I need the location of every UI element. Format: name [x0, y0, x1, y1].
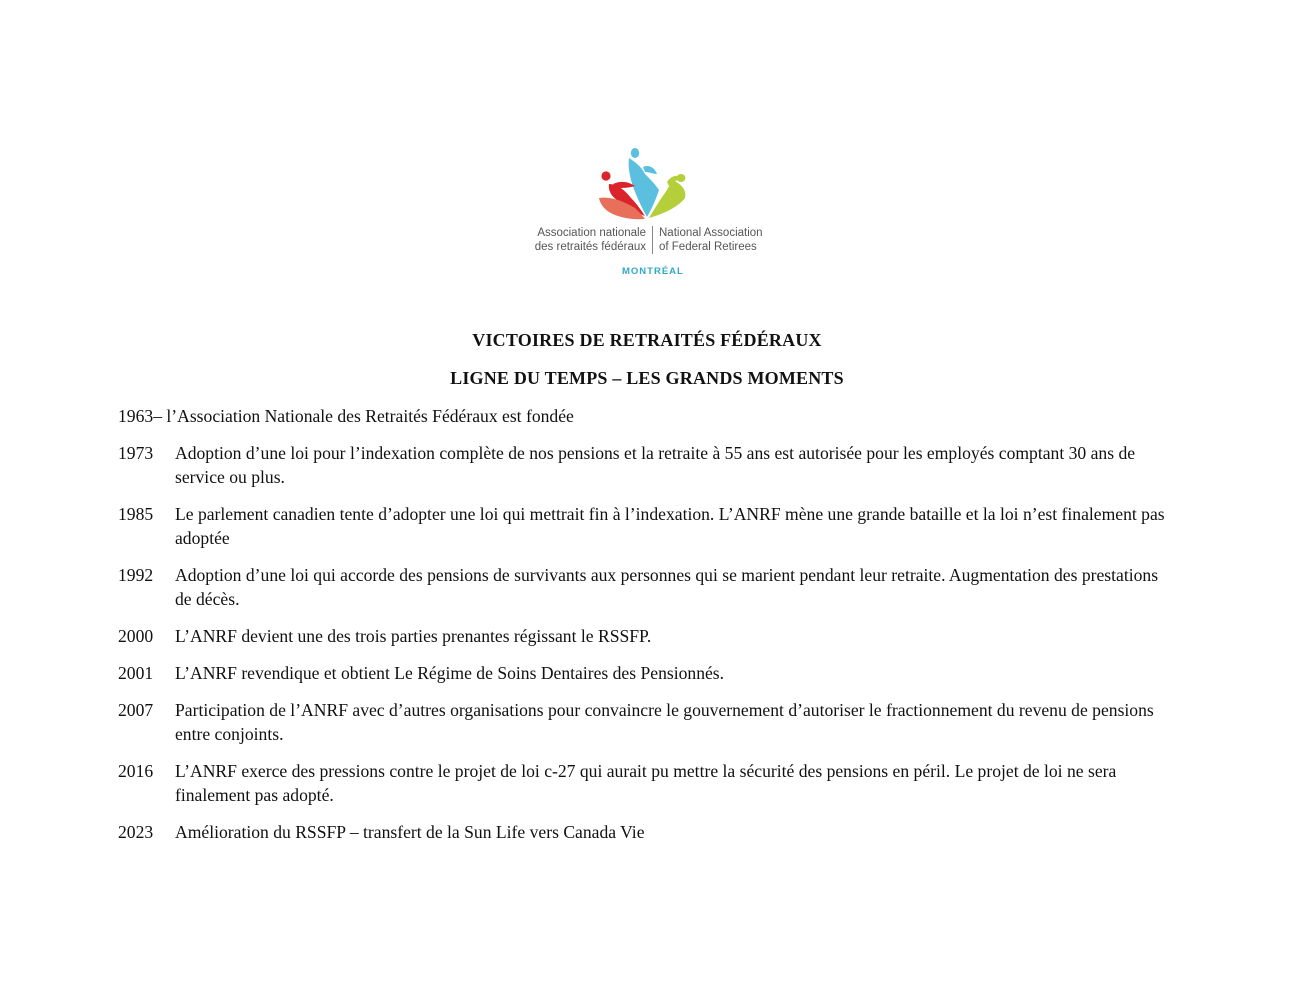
logo-english-line-1: National Association — [659, 227, 763, 239]
logo-name-french — [505, 226, 646, 254]
logo-name-english — [659, 226, 799, 254]
timeline-year: 2001 — [118, 663, 154, 683]
timeline-description: Participation de l’ANRF avec d’autres organisations pour convaincre le gouvernement d’autoriser le fractionnement du revenu de pensions entre conjoints. — [175, 700, 1154, 744]
timeline-year: 1973 — [118, 443, 154, 463]
timeline-entry — [118, 661, 1178, 685]
timeline-year: 2023 — [118, 822, 154, 842]
maple-leaf-people-icon — [595, 140, 705, 222]
timeline-entry — [118, 441, 1178, 489]
logo-divider — [652, 226, 653, 254]
logo-french-line-2: des retraités fédéraux — [534, 241, 646, 253]
timeline-description: L’ANRF exerce des pressions contre le projet de loi c-27 qui aurait pu mettre la sécurité des pensions en péril. Le projet de loi ne sera finalement pas adopté. — [175, 761, 1117, 805]
document-title: VICTOIRES DE RETRAITÉS FÉDÉRAUX — [472, 330, 822, 350]
timeline-year: 2016 — [118, 761, 154, 781]
document-subtitle: LIGNE DU TEMPS – LES GRANDS MOMENTS — [450, 368, 844, 388]
timeline-year: 1963 — [118, 406, 154, 426]
timeline-entry — [118, 563, 1178, 611]
association-logo — [505, 140, 795, 285]
timeline-description: – l’Association Nationale des Retraités Fédéraux est fondée — [153, 406, 574, 426]
logo-branch-name: MONTRÉAL — [622, 266, 684, 277]
logo-french-line-1: Association nationale — [537, 227, 646, 239]
timeline-entry — [118, 698, 1178, 746]
timeline-description: Adoption d’une loi qui accorde des pensions de survivants aux personnes qui se marient pendant leur retraite. Augmentation des prestations de décès. — [175, 565, 1159, 609]
timeline-description: L’ANRF revendique et obtient Le Régime de Soins Dentaires des Pensionnés. — [175, 663, 725, 683]
timeline-description: L’ANRF devient une des trois parties prenantes régissant le RSSFP. — [175, 626, 652, 646]
timeline-entry — [118, 502, 1178, 550]
timeline-description: Amélioration du RSSFP – transfert de la Sun Life vers Canada Vie — [175, 822, 645, 842]
timeline-entry — [118, 820, 1178, 844]
timeline-year: 1992 — [118, 565, 154, 585]
timeline-entry — [118, 624, 1178, 648]
timeline-year: 2000 — [118, 626, 154, 646]
logo-english-line-2: of Federal Retirees — [659, 241, 757, 253]
timeline-entry — [118, 759, 1178, 807]
timeline-description: Le parlement canadien tente d’adopter une loi qui mettrait fin à l’indexation. L’ANRF mène une grande bataille et la loi n’est finalement pas adoptée — [175, 504, 1165, 548]
timeline-year: 2007 — [118, 700, 154, 720]
timeline-description: Adoption d’une loi pour l’indexation complète de nos pensions et la retraite à 55 ans est autorisée pour les employés comptant 30 ans de service ou plus. — [175, 443, 1136, 487]
timeline-entry — [118, 404, 1178, 428]
timeline-list — [118, 404, 1178, 857]
timeline-year: 1985 — [118, 504, 154, 524]
